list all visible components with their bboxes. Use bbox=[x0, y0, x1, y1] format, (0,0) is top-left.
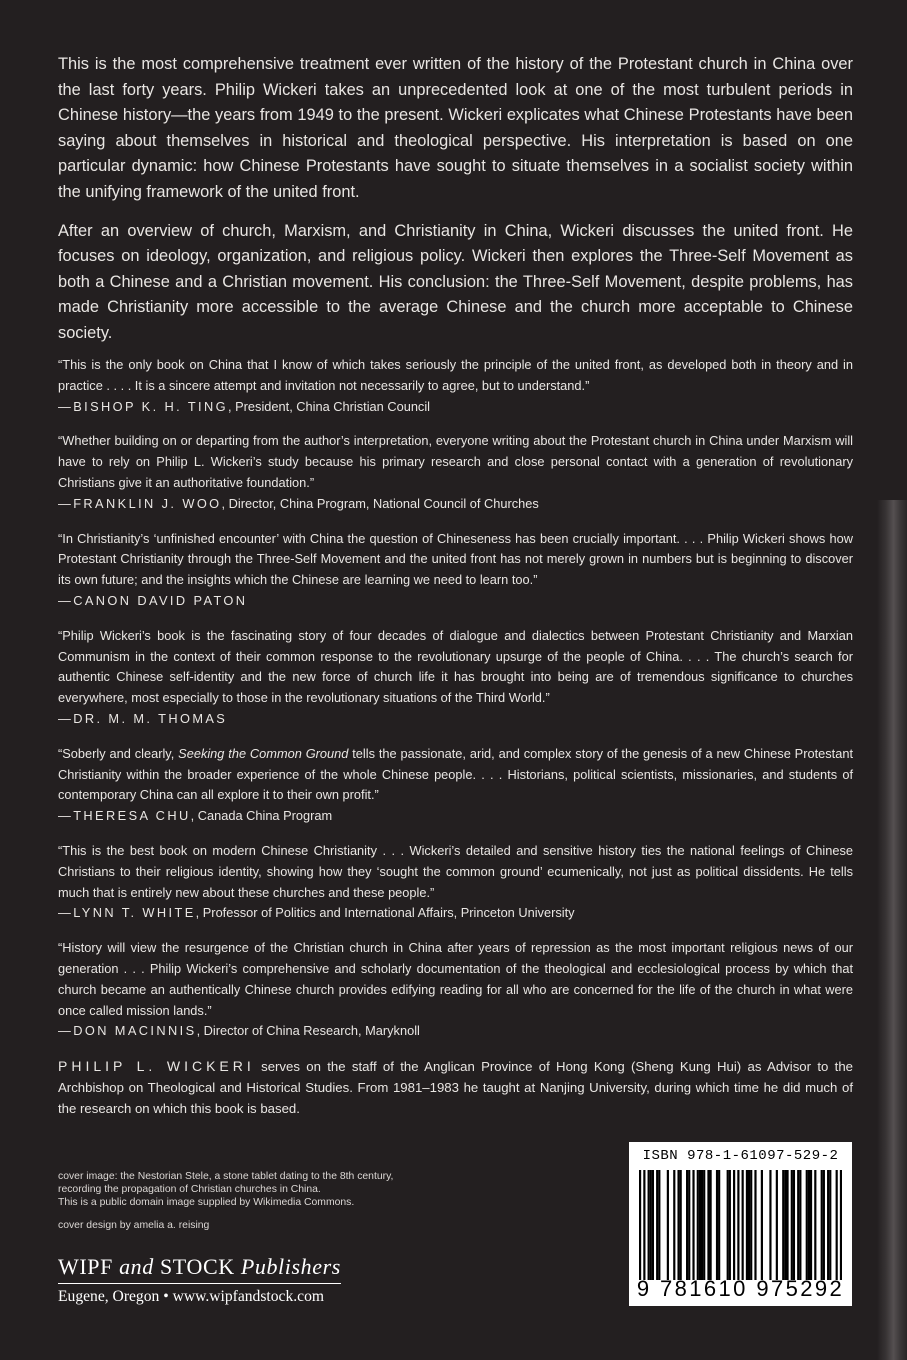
barcode-bar bbox=[806, 1170, 808, 1280]
barcode-bar bbox=[650, 1170, 652, 1280]
barcode-bar bbox=[746, 1170, 748, 1280]
endorsement-quote: “History will view the resurgence of the Christian church in China after years of repression as the most important religious news of our generation . . . Philip Wickeri’s comprehensive and scholarly documentation of the theological and ecclesiological process by which that church became an authentically Chinese church provides edifying reading for all who are concerned for the life of the church in what were once called mission lands.” bbox=[58, 940, 853, 1018]
barcode-bar bbox=[829, 1170, 831, 1280]
barcode-bar bbox=[742, 1170, 744, 1280]
barcode-bar bbox=[688, 1170, 690, 1280]
endorser-title: , Director, China Program, National Council of Churches bbox=[221, 495, 539, 511]
endorsement-quote: “In Christianity’s ‘unfinished encounter’ with China the question of Chineseness has been crucially important. . . . Philip Wickeri shows how Protestant Christianity through the Three-Self Movement and the united front has not merely grown in numbers but is beginning to discover its own future; and the insights which the Chinese are learning we need to learn too.” bbox=[58, 530, 853, 588]
endorsement-attribution bbox=[58, 397, 853, 418]
endorsement-attribution bbox=[58, 903, 853, 924]
barcode-bar bbox=[703, 1170, 705, 1280]
endorser-name: —THERESA CHU bbox=[58, 808, 191, 824]
endorser-title: , Professor of Politics and International Affairs, Princeton University bbox=[195, 905, 575, 921]
endorsements bbox=[58, 355, 853, 1056]
quote-text: “Soberly and clearly, bbox=[58, 745, 179, 761]
description-paragraph-2: After an overview of church, Marxism, and Christianity in China, Wickeri discusses the united front. He focuses on ideology, organization, and religious policy. Wickeri then explores the Three-Self Movement as both a Chinese and a Christian movement. His conclusion: the Three-Self Movement, despite problems, has made Christianity more accessible to the average Chinese and the church more acceptable to Chinese society. bbox=[58, 221, 853, 342]
barcode-bar bbox=[716, 1170, 718, 1280]
endorsement-attribution bbox=[58, 494, 853, 515]
endorsement bbox=[58, 529, 853, 612]
barcode-bar bbox=[729, 1170, 731, 1280]
endorsement bbox=[58, 355, 853, 417]
endorser-name: —BISHOP K. H. TING bbox=[58, 398, 229, 414]
book-title: Seeking the Common Ground bbox=[178, 745, 349, 761]
endorser-name: —LYNN T. WHITE bbox=[58, 905, 196, 921]
barcode-bar bbox=[776, 1170, 778, 1280]
endorsement-quote: “This is the only book on China that I know of which takes seriously the principle of the united front, as developed both in theory and in practice . . . . It is a sincere attempt and invitation not necessarily to agree, but to understand.” bbox=[58, 357, 853, 393]
barcode-bar bbox=[836, 1170, 838, 1280]
barcode-bar bbox=[761, 1170, 763, 1280]
barcode-bar bbox=[673, 1170, 675, 1280]
barcode-bar bbox=[786, 1170, 788, 1280]
barcode-bar bbox=[748, 1170, 750, 1280]
isbn-label: ISBN 978-1-61097-529-2 bbox=[642, 1148, 839, 1164]
endorser-name: —FRANKLIN J. WOO bbox=[58, 495, 222, 511]
barcode-bar bbox=[692, 1170, 694, 1280]
barcode-bar bbox=[808, 1170, 810, 1280]
design-credit: cover design by amelia a. reising bbox=[58, 1220, 210, 1231]
barcode-bar bbox=[737, 1170, 739, 1280]
description bbox=[58, 52, 853, 360]
barcode-bar bbox=[648, 1170, 650, 1280]
barcode-bar bbox=[652, 1170, 654, 1280]
author-name: PHILIP L. WICKERI bbox=[58, 1058, 255, 1074]
barcode-bar bbox=[639, 1170, 641, 1280]
endorsement bbox=[58, 431, 853, 514]
author-bio-text: serves on the staff of the Anglican Province of Hong Kong (Sheng Kung Hui) as Advisor to the Archbishop on Theological and Historical Studies. From 1981–1983 he taught at Nanjing University, during which time he did much of the research on which this book is based. bbox=[58, 1059, 853, 1116]
endorsement-quote: “This is the best book on modern Chinese Christianity . . . Wickeri’s detailed and sensitive history ties the national feelings of Chinese Christians to their religious identity, showing how they ‘sought the common ground’ ecumenically, not just as political dissidents. He tells much that is entirely new about these churches and these people.” bbox=[58, 842, 853, 900]
endorsement bbox=[58, 626, 853, 730]
barcode-bar bbox=[840, 1170, 842, 1280]
endorsement-attribution bbox=[58, 1021, 853, 1042]
barcode-bar bbox=[643, 1170, 645, 1280]
barcode-bar bbox=[797, 1170, 799, 1280]
endorsement-attribution bbox=[58, 806, 853, 827]
author-bio bbox=[58, 1056, 853, 1119]
barcode-bar bbox=[814, 1170, 816, 1280]
endorsement-quote: “Whether building on or departing from the author’s interpretation, everyone writing about the Protestant church in China under Marxism will have to rely on Philip L. Wickeri’s study because his primary research and close personal contact with a generation of revolutionary Christians give it an authoritative foundation.” bbox=[58, 433, 853, 490]
endorsement bbox=[58, 938, 853, 1042]
stone-texture-edge bbox=[877, 500, 907, 1360]
endorsement-quote: “Philip Wickeri’s book is the fascinating story of four decades of dialogue and dialectics between Protestant Christianity and Marxian Communism in the context of their common response to the revolutionary upsurge of the people of China. . . . The church’s search for authentic Chinese self-identity and the new force of church life it has brought into being are of tremendous significance to churches everywhere, most especially to those in the revolutionary situations of the Third World.” bbox=[58, 627, 853, 706]
publisher-location: Eugene, Oregon • www.wipfandstock.com bbox=[58, 1288, 325, 1305]
endorsement bbox=[58, 841, 853, 924]
description-paragraph-1: This is the most comprehensive treatment ever written of the history of the Protestant church in China over the last forty years. Philip Wickeri takes an unprecedented look at one of the most turbulent periods in Chinese history—the years from 1949 to the present. Wickeri explicates what Chinese Protestants have been saying about themselves in historical and theological perspective. His interpretation is based on one particular dynamic: how Chinese Protestants have sought to situate themselves in a socialist society within the unifying framework of the united front. bbox=[58, 55, 853, 201]
barcode-bar bbox=[750, 1170, 752, 1280]
endorser-name: —CANON DAVID PATON bbox=[58, 592, 248, 608]
endorser-name: —DON MACINNIS bbox=[58, 1023, 197, 1039]
barcode-bar bbox=[810, 1170, 812, 1280]
barcode-bar bbox=[827, 1170, 829, 1280]
barcode-bar bbox=[791, 1170, 793, 1280]
endorser-title: , Director of China Research, Maryknoll bbox=[196, 1023, 420, 1039]
credit-line: recording the propagation of Christian churches in China. bbox=[58, 1184, 321, 1195]
barcode-bar bbox=[769, 1170, 771, 1280]
endorser-name: —DR. M. M. THOMAS bbox=[58, 710, 228, 726]
cover-credits bbox=[58, 1170, 478, 1232]
credit-line: cover image: the Nestorian Stele, a stone tablet dating to the 8th century, bbox=[58, 1171, 394, 1182]
barcode-bar bbox=[821, 1170, 823, 1280]
barcode-bar bbox=[686, 1170, 688, 1280]
isbn-barcode bbox=[629, 1142, 852, 1306]
publisher-name-part: STOCK bbox=[153, 1254, 241, 1279]
barcode-bar bbox=[699, 1170, 701, 1280]
barcode-bar bbox=[656, 1170, 658, 1280]
barcode-bar bbox=[677, 1170, 679, 1280]
barcode-bar bbox=[667, 1170, 669, 1280]
endorsement-attribution bbox=[58, 591, 853, 612]
barcode-bar bbox=[799, 1170, 801, 1280]
credit-line: This is a public domain image supplied by Wikimedia Commons. bbox=[58, 1197, 355, 1208]
endorsement-attribution bbox=[58, 709, 853, 730]
publisher-name-part: Publishers bbox=[240, 1254, 341, 1279]
endorser-title: , Canada China Program bbox=[190, 808, 333, 824]
barcode-digits: 9 781610 975292 bbox=[636, 1276, 845, 1301]
quote-text: tells the passionate, arid, and complex story of the genesis of a new Chinese Protestant Christianity within the broader experience of the whole Chinese people. . . . Historians, political scientists, missionaries, and students of contemporary China can all explore it to their own profit.” bbox=[58, 745, 854, 803]
endorser-title: , President, China Christian Council bbox=[228, 398, 431, 414]
barcode-bar bbox=[784, 1170, 786, 1280]
publisher-name-part: WIPF bbox=[58, 1254, 120, 1279]
barcode-bar bbox=[680, 1170, 682, 1280]
barcode-bar bbox=[707, 1170, 709, 1280]
barcode-bar bbox=[658, 1170, 660, 1280]
barcode-bar bbox=[733, 1170, 735, 1280]
publisher-imprint bbox=[58, 1254, 368, 1306]
barcode-bar bbox=[718, 1170, 720, 1280]
barcode-bar bbox=[701, 1170, 703, 1280]
barcode-bar bbox=[697, 1170, 699, 1280]
publisher-name bbox=[58, 1254, 341, 1284]
barcode-bar bbox=[710, 1170, 712, 1280]
endorsement-quote bbox=[58, 744, 853, 806]
barcode-bar bbox=[793, 1170, 795, 1280]
barcode-bar bbox=[823, 1170, 825, 1280]
publisher-name-part: and bbox=[119, 1254, 154, 1279]
barcode-bar bbox=[754, 1170, 756, 1280]
barcode-bars bbox=[639, 1170, 842, 1280]
endorsement bbox=[58, 744, 853, 827]
barcode-bar bbox=[782, 1170, 784, 1280]
barcode-bar bbox=[727, 1170, 729, 1280]
